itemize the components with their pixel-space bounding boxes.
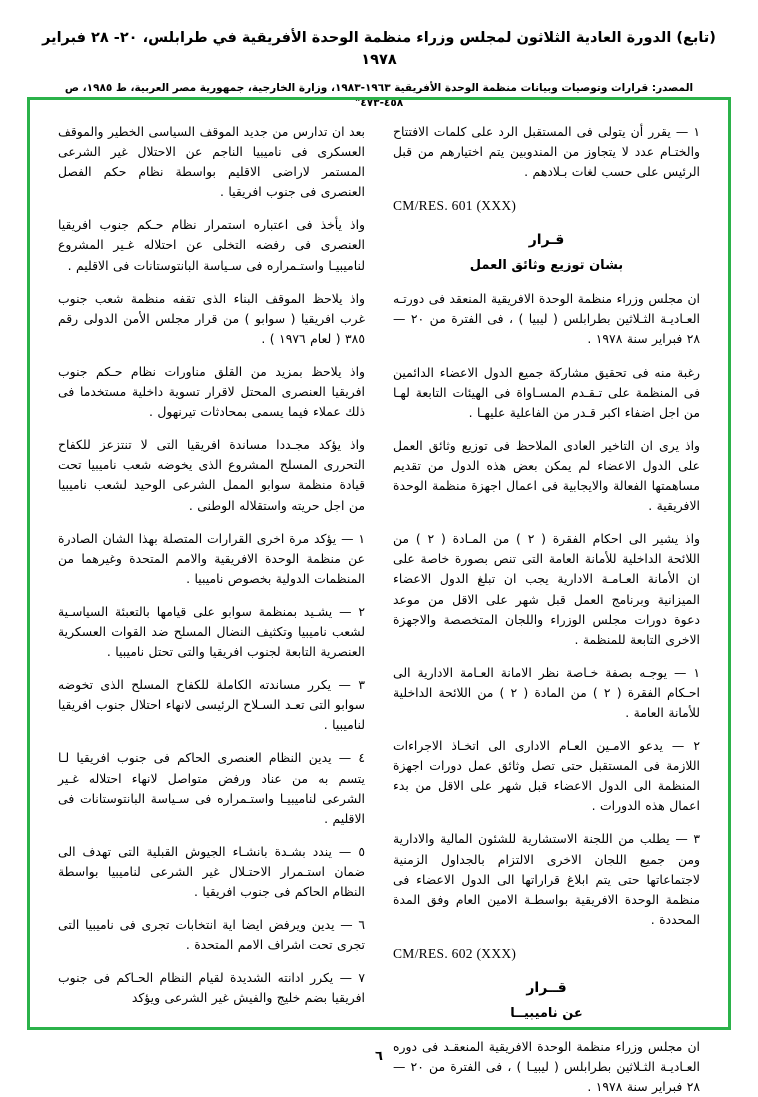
column-left [36, 106, 379, 1021]
column-right [379, 106, 722, 1095]
resolution-code: CM/RES. 601 (XXX) [393, 198, 517, 214]
two-column-layout [36, 106, 722, 1095]
resolution-subject: بشان توزيع وثائق العمل [469, 258, 624, 274]
paragraph: واذ يلاحظ الموقف البناء الذى تقفه منظمة شعب جنوب غرب افريقيا ( سوابو ) من قرار مجلس الأمن الدولى رقم ٣٨٥ ( لعام ١٩٧٦ ) . [58, 290, 365, 346]
document-header [0, 0, 758, 112]
paragraph: واذ يأخذ فى اعتباره استمرار نظام حـكم جنوب افريقيا العنصرى فى رفضه التخلى عن احتلاله غـير المشروع لناميبيـا واستـمراره فى سـياسة البانتوستانات فى الاقليم . [58, 217, 365, 273]
content-frame [27, 97, 731, 1095]
paragraph: ٦ — يدين ويرفض ايضا اية انتخابات تجرى فى ناميبيا التى تجرى تحت اشراف الامم المتحدة . [58, 917, 365, 953]
paragraph: واذ يرى ان التاخير العادى الملاحظ فى توزيع وثائق العمل على الدول الاعضاء لم يمكن بعض هذه الدول من تقديم مساهمتها الفعالة والايجابية فى اعمال اجهزة منظمة الوحدة الافريقية . [393, 437, 700, 514]
paragraph: ٢ — يدعو الامـين العـام الادارى الى اتخـاذ الاجراءات اللازمة فى المستقبل حتى تصل وثائق عمل دورات اجهزة المنظمة الى الدول الاعضاء قبل شهر على الاقل من بدء اعمال هذه الدورات . [393, 738, 700, 814]
paragraph: واذ يشير الى احكام الفقرة ( ٢ ) من المـادة ( ٢ ) من اللائحة الداخلية للأمانة العامة التى تنص بصورة خاصة على ان الأمانة العـامـة الادارية يجب ان تبلغ الدول الاعضاء الميزانية وبرنامج العمل قبل شهر على الاقل من موعد دعوة دورات مجلس الوزراء واللجان المتخصصة والاجهزة الاخرى التابعة للمنظمة . [393, 531, 700, 647]
paragraph: ٥ — يندد بشـدة بانشـاء الجيوش القبلية التى تهدف الى ضمان استـمرار الاحتـلال غير الشرعى لناميبيا بواسطة النظام الحاكم فى جنوب افريقيا . [58, 843, 365, 899]
paragraph: ١ — يقرر أن يتولى فى المستقبل الرد على كلمات الافتتاح والختـام عدد لا يتجاوز من المندوبين يتم اختيارهم من قبل الرئيس على حسب لغات بـلادهم . [393, 124, 700, 180]
paragraph: ٢ — يشـيد بمنظمة سوابو على قيامها بالتعبئة السياسـية لشعب ناميبيا وتكثيف النضال المسلح ضد القوات العسكرية العنصرية التابعة لجنوب افريقيا والتى تحتل ناميبيا . [58, 603, 365, 660]
paragraph: ان مجلس وزراء منظمة الوحدة الافريقية المنعقـد فى دوره العـاديـة الثـلاثين بطرابلس ( ليبيـا ) ، فى الفترة من ٢٠ — ٢٨ فبراير سنة ١٩٧٨ . [393, 1038, 700, 1095]
paragraph: بعد ان تدارس من جديد الموقف السياسى الخطير والموقف العسكرى فى ناميبيا الناجم عن الاحتلال غير الشرعى المستمر لاراضى الاقليم بواسطة نظام حكم الفصل العنصرى فى جنوب افريقيا . [58, 124, 365, 200]
paragraph: رغبة منه فى تحقيق مشاركة جميع الدول الاعضاء الدائمين فى المنظمة على تـقـدم المسـاواة فى الهيئات التابعة لهـا من اجل اضفاء اكبر قـدر من الفاعلية عليهـا . [393, 364, 700, 420]
paragraph: واذ يؤكد مجـددا مساندة افريقيا التى لا تنتزعز للكفاح التحررى المسلح المشروع الذى يخوضه شعب ناميبيا تحت قيادة منظمة سوابو الممل الشرعى الوحيد لشعب ناميبيا من اجل حريته واستقلاله الوطنى . [58, 437, 365, 513]
paragraph: ٣ — يطلب من اللجنة الاستشارية للشئون المالية والادارية ومن جميع اللجان الاخرى الالتزام بالجداول الزمنية لاجتماعاتها حتى يتم ابلاغ قراراتها الى الدول الاعضاء فى منظمة الوحدة الافريقية بواسطـة الامين العام وفق المدة المحددة . [393, 831, 700, 927]
page-title: (تابع) الدورة العادية الثلاثون لمجلس وزراء منظمة الوحدة الأفريقية في طرابلس، ٢٠- ٢٨ فبراير ١٩٧٨ [42, 30, 716, 68]
resolution-kind: قــرار [526, 979, 567, 996]
paragraph: ٧ — يكرر ادانته الشديدة لقيام النظام الحـاكم فى جنوب افريقيا بضم خليج والفيش غير الشرعى ويؤكد [58, 970, 365, 1006]
page-number: ٦ [375, 1049, 383, 1064]
paragraph: ان مجلس وزراء منظمة الوحدة الافريقية المنعقد فى دورتـه العـاديـة الثـلاثين بطرابلس ( ليبيا ) ، فى الفترة من ٢٠ — ٢٨ فبراير سنة ١٩٧٨ . [393, 291, 700, 347]
paragraph: ١ — يوجـه بصفة خـاصة نظر الامانة العـامة الادارية الى احـكام الفقرة ( ٢ ) من المادة ( ٢ ) من اللائحة الداخلية للأمانة العامة . [393, 664, 700, 720]
source-line: المصدر: ‏‏قرارات وتوصيات وبيانات منظمة الوحدة الأفريقية ١٩٦٣-١٩٨٣، وزارة الخارجية، جمهورية مصر العربية، ط ١٩٨٥، ص ٤٥٨-٤٧٣" [64, 81, 694, 110]
resolution-code: CM/RES. 602 (XXX) [393, 945, 517, 961]
paragraph: ٤ — يدين النظام العنصرى الحاكم فى جنوب افريقيا لـا يتسم به من عناد ورفض متواصل لانهاء احتلاله غـير الشرعى لناميبيـا واستـمراره فى سـياسة البانتوستانات فى الاقليم . [58, 750, 365, 826]
resolution-kind: قـرار [528, 232, 565, 249]
paragraph: ١ — يؤكد مرة اخرى القرارات المتصلة بهذا الشان الصادرة عن منظمة الوحدة الافريقية والامم المتحدة وغيرهما من المنظمات الدولية بخصوص ناميبيا . [58, 530, 365, 586]
resolution-subject: عن ناميبيــا [510, 1005, 583, 1021]
paragraph: واذ يلاحظ بمزيد من القلق مناورات نظام حـكم جنوب افريقيا العنصرى المحتل لاقرار تسوية داخلية مستخدما فى ذلك عملاء فيما يسمى بمحادثات تيرنهول . [58, 363, 365, 420]
paragraph: ٣ — يكرر مساندته الكاملة للكفاح المسلح الذى تخوضه سوابو التى تعـد السـلاح الرئيسى لانهاء احتلال جنوب افريقيا لناميبيا . [58, 677, 365, 733]
